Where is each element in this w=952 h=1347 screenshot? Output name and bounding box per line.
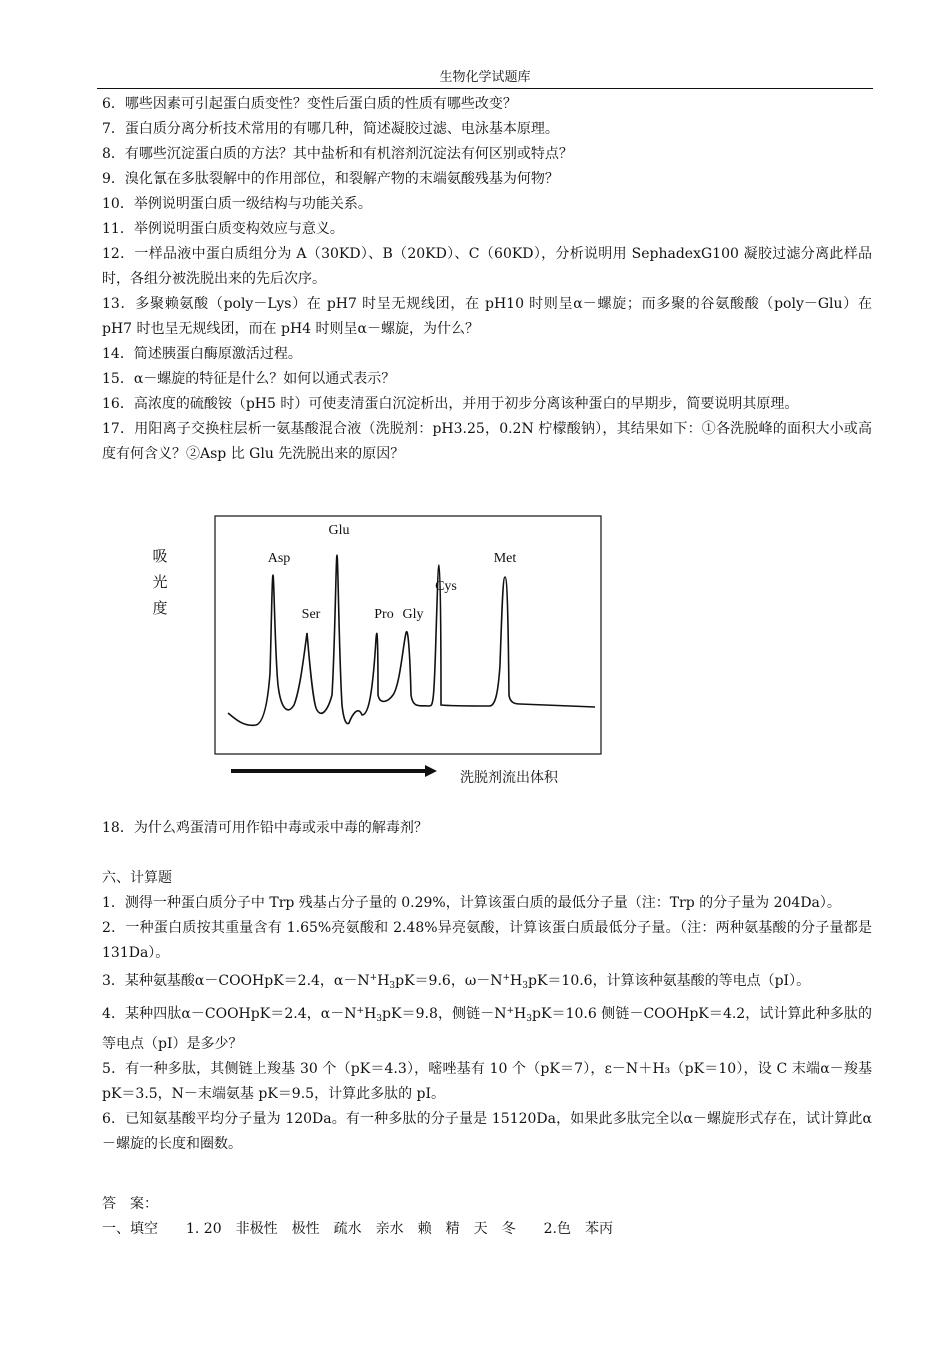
peak-label-gly: Gly [402,607,424,622]
calc-question-3: 3．某种氨基酸α－COOHpK＝2.4，$\alpha-N^+H_3pK=9.6$，$\omega-N^+H_3pK=10.6$，计算该种氨基酸的等电点（pI）。 [102,973,811,991]
elution-arrow-head [425,765,437,777]
peak-label-met: Met [493,551,517,566]
question-11: 11．举例说明蛋白质变构效应与意义。 [102,221,344,237]
question-13: 13．多聚赖氨酸（poly－Lys）在 pH7 时呈无规线团，在 pH10 时则呈α－螺旋；而多聚的谷氨酸酸（poly－Glu）在 pH7 时也呈无规线团，而在 pH4 时则呈α－螺旋，为什么？ [102,296,872,337]
y-axis-label-char: 吸 [152,547,168,565]
calc-question-2: 2．一种蛋白质按其重量含有 1.65%亮氨酸和 2.48%异亮氨酸，计算该蛋白质最低分子量。（注：两种氨基酸的分子量都是 131Da）。 [102,920,872,961]
answers-line-1: 一、填空 1. 20 非极性 极性 疏水 亲水 赖 精 天 冬 2.色 苯丙 [102,1221,613,1237]
section-title-calculation: 六、计算题 [102,870,172,886]
answers-title: 答 案： [102,1196,158,1212]
peak-labels [268,523,517,622]
page-header-title: 生物化学试题库 [439,70,531,85]
calc-question-4: 4．某种四肽α－COOHpK＝2.4，$\alpha-N^+H_3pK=9.8$，侧链$-N^+H_3pK=10.6$ 侧链－COOHpK＝4.2，试计算此种多肽的等电点（pI）是多少？ [102,1006,872,1052]
header-divider [97,88,873,89]
question-17: 17．用阳离子交换柱层析一氨基酸混合液（洗脱剂：pH3.25，0.2N 柠檬酸钠），其结果如下：①各洗脱峰的面积大小或高度有何含义？②Asp 比 Glu 先洗脱出来的原因？ [102,421,872,462]
chromatogram-plot [140,505,610,795]
peak-label-pro: Pro [374,607,394,622]
question-14: 14．简述胰蛋白酶原激活过程。 [102,346,302,362]
calc-question-1: 1．测得一种蛋白质分子中 Trp 残基占分子量的 0.29%，计算该蛋白质的最低分子量（注：Trp 的分子量为 204Da）。 [102,895,841,911]
question-16: 16．高浓度的硫酸铵（pH5 时）可使麦清蛋白沉淀析出，并用于初步分离该种蛋白的早期步，简要说明其原理。 [102,396,799,412]
y-axis-label-char: 度 [152,599,168,617]
calculation-section [102,866,872,1157]
peak-label-ser: Ser [301,607,321,622]
answers-section [102,1192,872,1242]
question-8: 8．有哪些沉淀蛋白质的方法？其中盐析和有机溶剂沉淀法有何区别或特点？ [102,146,573,162]
question-18: 18．为什么鸡蛋清可用作铅中毒或汞中毒的解毒剂？ [102,820,428,836]
question-15: 15．α－螺旋的特征是什么？如何以通式表示？ [102,371,396,387]
peak-label-glu: Glu [328,523,350,538]
peak-label-asp: Asp [267,551,291,566]
chromatogram-figure [140,505,610,795]
question-7: 7．蛋白质分离分析技术常用的有哪几种，简述凝胶过滤、电泳基本原理。 [102,121,559,137]
question-6: 6．哪些因素可引起蛋白质变性？变性后蛋白质的性质有哪些改变？ [102,96,517,112]
question-10: 10．举例说明蛋白质一级结构与功能关系。 [102,196,372,212]
question-9: 9．溴化氰在多肽裂解中的作用部位，和裂解产物的末端氨酸残基为何物？ [102,171,559,187]
question-list-part-1 [102,92,872,467]
peak-label-cys: Cys [435,579,457,594]
x-axis-label: 洗脱剂流出体积 [460,770,558,786]
elution-trace [228,555,595,725]
calc-question-5: 5．有一种多肽，其侧链上羧基 30 个（pK＝4.3），嘧唑基有 10 个（pK＝7），ε－N＋H₃（pK＝10），设 C 末端α－羧基 pK＝3.5，N－末端氨基 pK＝9.5，计算此多肽的 pI。 [102,1061,872,1102]
calc-question-6: 6．已知氨基酸平均分子量为 120Da。有一种多肽的分子量是 15120Da，如果此多肽完全以α－螺旋形式存在，试计算此α－螺旋的长度和圈数。 [102,1111,872,1152]
y-axis-label-char: 光 [152,573,168,591]
question-12: 12．一样品液中蛋白质组分为 A（30KD）、B（20KD）、C（60KD），分析说明用 SephadexG100 凝胶过滤分离此样品时，各组分被洗脱出来的先后次序。 [102,246,872,287]
